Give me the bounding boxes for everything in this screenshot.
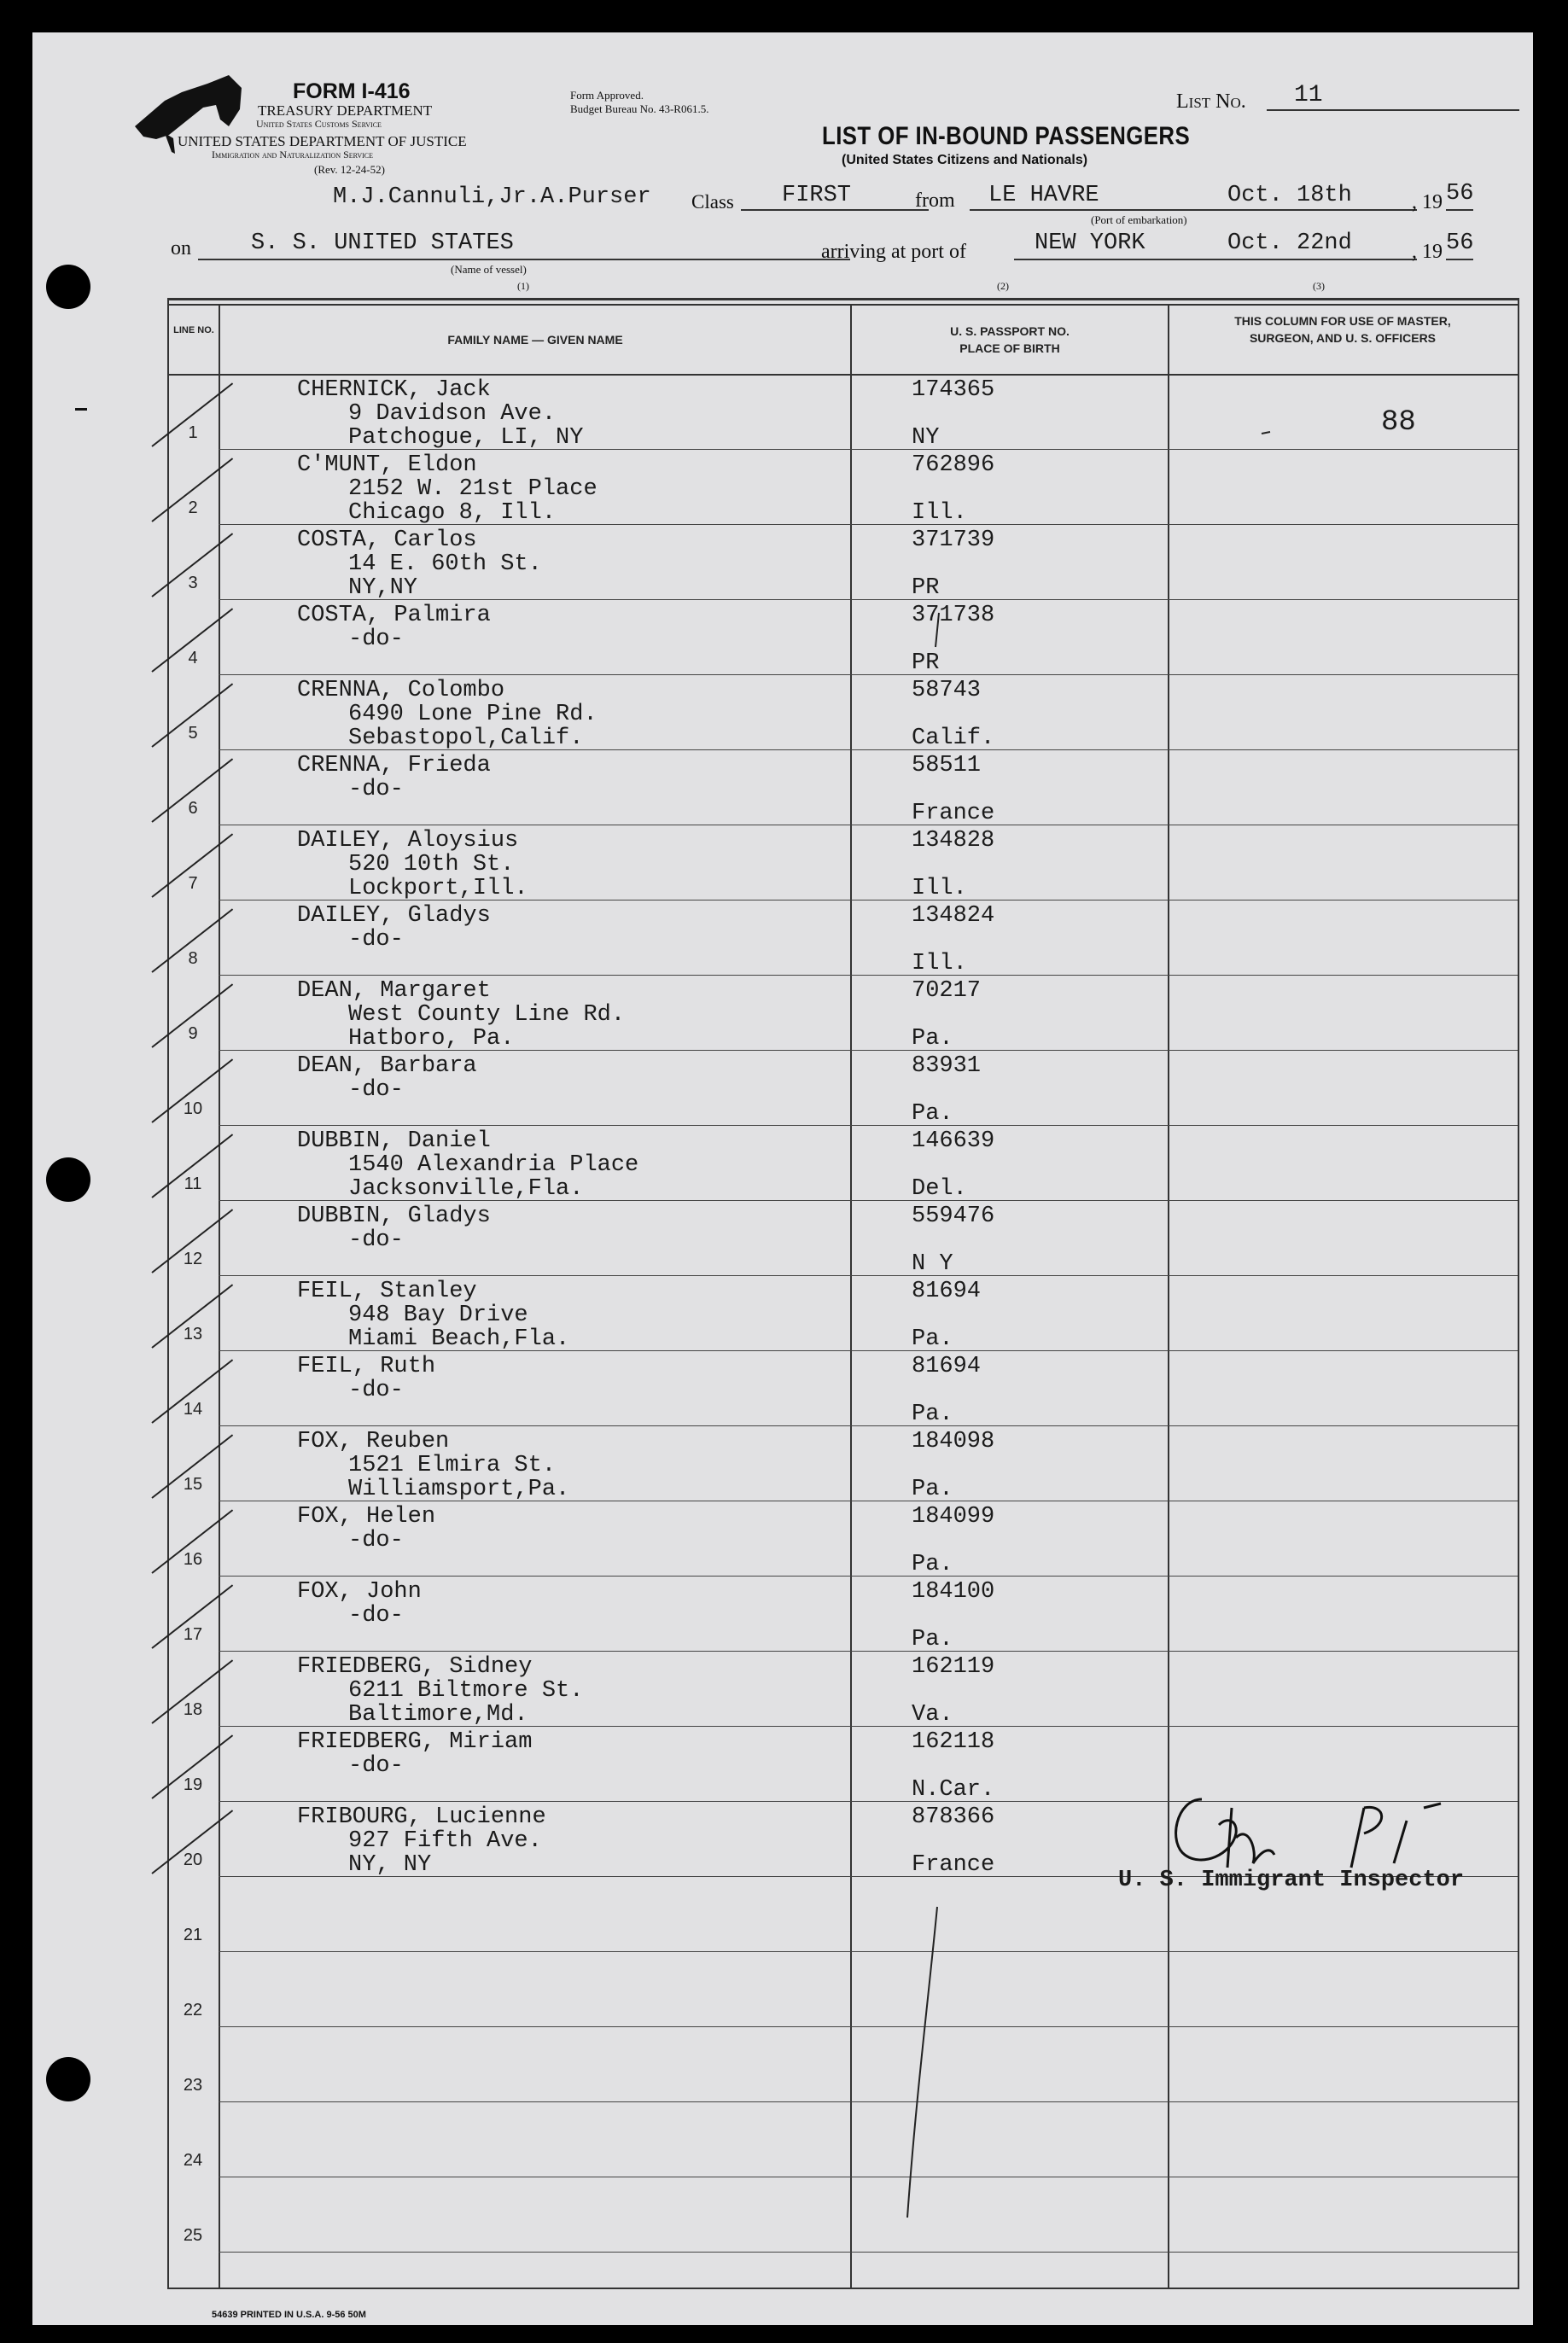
line-number: 6 <box>188 799 198 818</box>
place-of-birth: Pa. <box>912 1552 953 1577</box>
departure-year: 56 <box>1446 181 1474 207</box>
passport-number: 878366 <box>912 1804 995 1830</box>
passenger-name: COSTA, Carlos <box>297 527 477 553</box>
passenger-name: FEIL, Stanley <box>297 1279 477 1304</box>
col1-number: (1) <box>517 280 529 292</box>
revision-date: (Rev. 12-24-52) <box>314 163 385 176</box>
arrival-year: 56 <box>1446 230 1474 256</box>
passport-number: 184098 <box>912 1429 995 1454</box>
passenger-name: COSTA, Palmira <box>297 603 491 628</box>
list-no-value: 11 <box>1294 82 1323 108</box>
officer-note: 88 <box>1381 406 1416 439</box>
passenger-address-line2: Patchogue, LI, NY <box>348 425 584 451</box>
passenger-name: FEIL, Ruth <box>297 1354 436 1379</box>
line-number: 16 <box>183 1550 203 1569</box>
class-value: FIRST <box>782 183 852 208</box>
passport-number: 559476 <box>912 1204 995 1229</box>
line-number: 8 <box>188 949 198 968</box>
passenger-address-line2: NY, NY <box>348 1852 432 1878</box>
passenger-address-line1: 9 Davidson Ave. <box>348 401 557 427</box>
budget-bureau: Budget Bureau No. 43-R061.5. <box>570 102 709 115</box>
handwritten-marks <box>32 32 1533 2325</box>
passenger-address-line2: Sebastopol,Calif. <box>348 726 584 751</box>
document-page <box>32 32 1533 2325</box>
form-number: FORM I-416 <box>293 79 411 103</box>
officers-column-header: THIS COLUMN FOR USE OF MASTER, SURGEON, AND U. S. OFFICERS <box>1234 314 1451 345</box>
form-approved: Form Approved. <box>570 89 644 102</box>
line-number: 14 <box>183 1400 203 1419</box>
year-prefix-1: , 19 <box>1412 191 1443 213</box>
place-of-birth: Ill. <box>912 500 967 526</box>
place-of-birth: Del. <box>912 1176 967 1202</box>
passport-number: 134828 <box>912 828 995 854</box>
passport-number: 371739 <box>912 527 995 553</box>
line-number: 4 <box>188 649 198 667</box>
customs-service: United States Customs Service <box>256 118 382 130</box>
place-of-birth: France <box>912 801 995 826</box>
passenger-name: FRIEDBERG, Sidney <box>297 1654 533 1680</box>
passenger-name: FOX, John <box>297 1579 422 1605</box>
passenger-name: DEAN, Margaret <box>297 978 491 1004</box>
passenger-address-line1: 927 Fifth Ave. <box>348 1828 542 1854</box>
print-info: 54639 PRINTED IN U.S.A. 9-56 50M <box>212 2310 366 2320</box>
passenger-name: FOX, Reuben <box>297 1429 450 1454</box>
passenger-address-line2: Baltimore,Md. <box>348 1702 528 1728</box>
line-number: 2 <box>188 498 198 517</box>
passport-number: 162118 <box>912 1729 995 1755</box>
passenger-address-line1: -do- <box>348 927 404 953</box>
passenger-address-line2: Hatboro, Pa. <box>348 1026 515 1052</box>
list-no-label: List No. <box>1176 90 1246 113</box>
passenger-address-line1: 6490 Lone Pine Rd. <box>348 702 597 727</box>
col3-number: (3) <box>1313 280 1325 292</box>
place-of-birth: N.Car. <box>912 1777 995 1803</box>
passport-number: 184099 <box>912 1504 995 1530</box>
passport-number: 762896 <box>912 452 995 478</box>
place-of-birth: Ill. <box>912 876 967 901</box>
arrival-date: Oct. 22nd <box>1227 230 1352 256</box>
line-number: 9 <box>188 1024 198 1043</box>
passenger-name: DUBBIN, Daniel <box>297 1128 491 1154</box>
class-label: Class <box>691 191 734 213</box>
place-of-birth: N Y <box>912 1251 953 1277</box>
line-number: 22 <box>183 2001 203 2020</box>
passport-number: 134824 <box>912 903 995 929</box>
line-number: 5 <box>188 724 198 743</box>
passport-number: 81694 <box>912 1279 982 1304</box>
inspector-title: U. S. Immigrant Inspector <box>1118 1868 1465 1893</box>
passenger-address-line2: NY,NY <box>348 575 418 601</box>
passenger-address-line1: 6211 Biltmore St. <box>348 1678 584 1704</box>
passenger-address-line1: -do- <box>348 1753 404 1779</box>
place-of-birth: Pa. <box>912 1026 953 1052</box>
place-of-birth: Pa. <box>912 1402 953 1427</box>
line-number: 10 <box>183 1099 203 1118</box>
port-of-embarkation: LE HAVRE <box>988 183 1099 208</box>
line-number: 12 <box>183 1250 203 1268</box>
line-number: 21 <box>183 1926 203 1944</box>
passenger-address-line1: -do- <box>348 1378 404 1403</box>
line-number: 23 <box>183 2076 203 2095</box>
passenger-address-line1: 1521 Elmira St. <box>348 1453 557 1478</box>
line-number: 3 <box>188 574 198 592</box>
passenger-address-line1: -do- <box>348 1603 404 1629</box>
passenger-name: FOX, Helen <box>297 1504 436 1530</box>
passport-number: 371738 <box>912 603 995 628</box>
purser-name: M.J.Cannuli,Jr.A.Purser <box>333 184 651 210</box>
passenger-address-line1: 520 10th St. <box>348 852 515 877</box>
passport-number: 146639 <box>912 1128 995 1154</box>
passport-number: 70217 <box>912 978 982 1004</box>
place-of-birth: Va. <box>912 1702 953 1728</box>
place-of-birth: PR <box>912 575 940 601</box>
place-of-birth: Pa. <box>912 1326 953 1352</box>
line-number: 19 <box>183 1775 203 1794</box>
passenger-address-line1: -do- <box>348 1077 404 1103</box>
ins-service: Immigration and Naturalization Service <box>212 149 374 160</box>
place-of-birth: Pa. <box>912 1477 953 1502</box>
embark-caption: (Port of embarkation) <box>1091 213 1187 226</box>
passenger-name: CRENNA, Colombo <box>297 678 505 703</box>
list-title: LIST OF IN-BOUND PASSENGERS <box>822 122 1191 150</box>
passport-number: 162119 <box>912 1654 995 1680</box>
arrival-port: NEW YORK <box>1035 230 1145 256</box>
line-number: 24 <box>183 2151 203 2170</box>
on-label: on <box>171 237 191 259</box>
place-of-birth: Pa. <box>912 1627 953 1652</box>
passenger-name: DAILEY, Aloysius <box>297 828 519 854</box>
passenger-address-line2: Williamsport,Pa. <box>348 1477 570 1502</box>
treasury-department: TREASURY DEPARTMENT <box>258 102 433 119</box>
line-number: 25 <box>183 2226 203 2245</box>
passenger-name: FRIBOURG, Lucienne <box>297 1804 546 1830</box>
passenger-address-line1: -do- <box>348 777 404 802</box>
passenger-address-line1: 1540 Alexandria Place <box>348 1152 639 1178</box>
vessel-caption: (Name of vessel) <box>451 263 527 276</box>
line-number: 15 <box>183 1475 203 1494</box>
line-number: 11 <box>184 1174 202 1193</box>
passport-column-header: U. S. PASSPORT NO. PLACE OF BIRTH <box>950 324 1070 355</box>
place-of-birth: Ill. <box>912 951 967 976</box>
passport-number: 174365 <box>912 377 995 403</box>
line-number: 7 <box>188 874 198 893</box>
passenger-address-line1: -do- <box>348 627 404 652</box>
passenger-address-line1: 14 E. 60th St. <box>348 551 542 577</box>
line-number: 1 <box>188 423 198 442</box>
place-of-birth: PR <box>912 650 940 676</box>
passenger-address-line1: -do- <box>348 1227 404 1253</box>
passenger-address-line2: Miami Beach,Fla. <box>348 1326 570 1352</box>
line-number: 18 <box>183 1700 203 1719</box>
arriving-label: arriving at port of <box>821 241 966 263</box>
place-of-birth: Calif. <box>912 726 995 751</box>
line-number: 13 <box>183 1325 203 1343</box>
passport-number: 184100 <box>912 1579 995 1605</box>
justice-department: UNITED STATES DEPARTMENT OF JUSTICE <box>178 133 467 149</box>
passenger-name: FRIEDBERG, Miriam <box>297 1729 533 1755</box>
passenger-name: CRENNA, Frieda <box>297 753 491 778</box>
passenger-name: DAILEY, Gladys <box>297 903 491 929</box>
passenger-name: DUBBIN, Gladys <box>297 1204 491 1229</box>
line-number: 17 <box>183 1625 203 1644</box>
passport-number: 81694 <box>912 1354 982 1379</box>
passenger-name: C'MUNT, Eldon <box>297 452 477 478</box>
name-column-header: FAMILY NAME — GIVEN NAME <box>447 333 623 347</box>
departure-date: Oct. 18th <box>1227 183 1352 208</box>
passenger-address-line2: Lockport,Ill. <box>348 876 528 901</box>
passenger-address-line1: West County Line Rd. <box>348 1002 626 1028</box>
passenger-address-line1: -do- <box>348 1528 404 1553</box>
list-subtitle: (United States Citizens and Nationals) <box>842 153 1088 167</box>
line-no-header: LINE NO. <box>173 325 214 335</box>
passenger-address-line2: Chicago 8, Ill. <box>348 500 557 526</box>
passenger-address-line1: 2152 W. 21st Place <box>348 476 597 502</box>
place-of-birth: NY <box>912 425 940 451</box>
year-prefix-2: , 19 <box>1412 241 1443 263</box>
place-of-birth: Pa. <box>912 1101 953 1127</box>
passport-number: 83931 <box>912 1053 982 1079</box>
passenger-name: CHERNICK, Jack <box>297 377 491 403</box>
passenger-name: DEAN, Barbara <box>297 1053 477 1079</box>
place-of-birth: France <box>912 1852 995 1878</box>
passport-number: 58511 <box>912 753 982 778</box>
col2-number: (2) <box>997 280 1009 292</box>
passport-number: 58743 <box>912 678 982 703</box>
passenger-address-line2: Jacksonville,Fla. <box>348 1176 584 1202</box>
passenger-address-line1: 948 Bay Drive <box>348 1303 528 1328</box>
from-label: from <box>915 189 955 212</box>
vessel-name: S. S. UNITED STATES <box>251 230 514 256</box>
line-number: 20 <box>183 1851 203 1869</box>
